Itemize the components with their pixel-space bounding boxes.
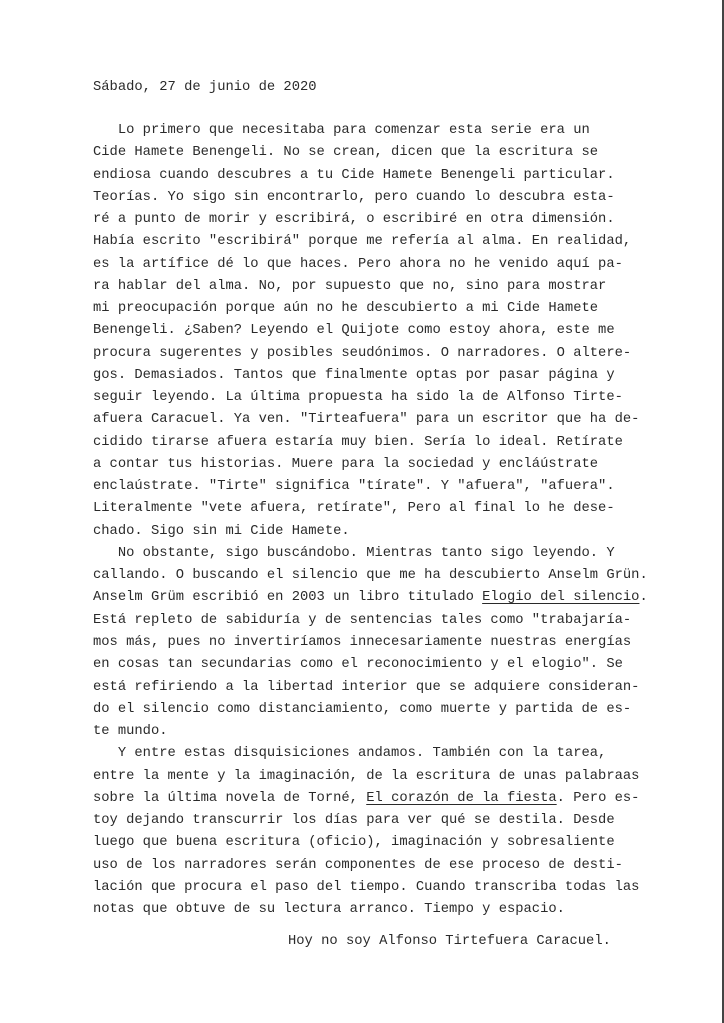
text-line <box>93 168 615 184</box>
text-segment: notas que obtuve de su lectura arranco. Tiempo y espacio. <box>93 902 565 918</box>
text-segment: cidido tirarse afuera estaría muy bien. Sería lo ideal. Retírate <box>93 434 623 450</box>
text-segment: . Pero es- <box>556 790 640 806</box>
text-segment: entre la mente y la imaginación, de la escritura de unas palabraas <box>93 768 640 784</box>
text-segment: Benengeli. ¿Saben? Leyendo el Quijote como estoy ahora, este me <box>93 323 615 339</box>
text-segment: toy dejando transcurrir los días para ver qué se destila. Desde <box>93 813 615 829</box>
text-line <box>93 301 598 317</box>
text-line <box>93 769 639 785</box>
text-segment: Anselm Grüm escribió en 2003 un libro titulado <box>93 590 483 606</box>
text-segment: Y entre estas disquisiciones andamos. También con la tarea, <box>93 746 607 762</box>
text-segment: Está repleto de sabiduría y de sentencias tales como "trabajaría- <box>93 612 632 628</box>
text-segment: callando. O buscando el silencio que me ha descubierto Anselm Grün. <box>93 568 648 584</box>
text-line <box>93 546 615 562</box>
text-segment: ré a punto de morir y escribirá, o escribiré en otra dimensión. <box>93 212 615 228</box>
text-line <box>93 858 623 874</box>
text-line <box>93 635 631 651</box>
text-line <box>93 257 623 273</box>
text-segment: mos más, pues no invertiríamos innecesariamente nuestras energías <box>93 634 632 650</box>
text-line <box>93 279 606 295</box>
text-segment: . <box>639 590 648 606</box>
text-line <box>93 190 615 206</box>
text-segment: uso de los narradores serán componentes de ese proceso de desti- <box>93 857 623 873</box>
text-line <box>93 435 623 451</box>
text-line <box>93 724 168 740</box>
text-segment: do el silencio como distanciamiento, como muerte y partida de es- <box>93 701 632 717</box>
text-segment: Cide Hamete Benengeli. No se crean, dicen que la escritura se <box>93 145 599 161</box>
text-line <box>93 835 615 851</box>
text-line <box>93 791 639 807</box>
text-segment: enclaústrate. "Tirte" significa "tírate". Y "afuera", "afuera". <box>93 479 615 495</box>
text-line <box>93 702 631 718</box>
text-segment: afuera Caracuel. Ya ven. "Tirteafuera" para un escritor que ha de- <box>93 412 640 428</box>
underlined-title: El corazón de la fiesta <box>366 790 557 806</box>
text-line <box>93 479 615 495</box>
text-segment: Teorías. Yo sigo sin encontrarlo, pero cuando lo descubra esta- <box>93 189 615 205</box>
text-segment: lación que procura el paso del tiempo. Cuando transcriba todas las <box>93 879 640 895</box>
text-line <box>93 368 615 384</box>
underlined-title: Elogio del silencio <box>482 590 640 606</box>
text-line <box>93 212 615 228</box>
text-segment: Había escrito "escribirá" porque me refería al alma. En realidad, <box>93 234 632 250</box>
text-line <box>93 813 615 829</box>
text-line <box>93 145 598 161</box>
text-line <box>93 457 598 473</box>
text-line <box>93 746 606 762</box>
document-date: Sábado, 27 de junio de 2020 <box>93 80 317 95</box>
text-line <box>93 123 590 139</box>
text-segment: luego que buena escritura (oficio), imaginación y sobresaliente <box>93 835 615 851</box>
text-segment: te mundo. <box>93 724 168 740</box>
text-segment: Lo primero que necesitaba para comenzar esta serie era un <box>93 123 590 138</box>
text-line <box>93 902 565 918</box>
text-line <box>93 346 631 362</box>
text-segment: está refiriendo a la libertad interior que se adquiere consideran- <box>93 679 640 695</box>
text-segment: gos. Demasiados. Tantos que finalmente optas por pasar página y <box>93 367 615 383</box>
text-line <box>93 568 648 584</box>
text-segment: seguir leyendo. La última propuesta ha sido la de Alfonso Tirte- <box>93 390 623 406</box>
text-line <box>93 234 631 250</box>
text-segment: endiosa cuando descubres a tu Cide Hamete Benengeli particular. <box>93 167 615 183</box>
text-line <box>93 657 623 673</box>
text-segment: es la artífice dé lo que haces. Pero ahora no he venido aquí pa- <box>93 256 623 272</box>
text-segment: ra hablar del alma. No, por supuesto que no, sino para mostrar <box>93 278 607 294</box>
text-segment: procura sugerentes y posibles seudónimos. O narradores. O altere- <box>93 345 632 361</box>
text-segment: sobre la última novela de Torné, <box>93 790 367 806</box>
text-line <box>93 412 639 428</box>
closing-line: Hoy no soy Alfonso Tirtefuera Caracuel. <box>288 934 611 949</box>
text-segment: chado. Sigo sin mi Cide Hamete. <box>93 523 350 539</box>
text-segment: en cosas tan secundarias como el reconocimiento y el elogio". Se <box>93 657 623 673</box>
text-segment: No obstante, sigo buscándobo. Mientras tanto sigo leyendo. Y <box>93 545 615 561</box>
text-line <box>93 323 615 339</box>
text-line <box>93 613 631 629</box>
text-segment: Literalmente "vete afuera, retírate", Pero al final lo he dese- <box>93 501 615 517</box>
text-line <box>93 880 639 896</box>
text-line <box>93 680 639 696</box>
text-line <box>93 501 615 517</box>
text-segment: a contar tus historias. Muere para la sociedad y encláústrate <box>93 456 599 472</box>
text-line <box>93 390 623 406</box>
text-line <box>93 524 350 540</box>
text-line <box>93 590 648 606</box>
text-segment: mi preocupación porque aún no he descubierto a mi Cide Hamete <box>93 301 599 317</box>
